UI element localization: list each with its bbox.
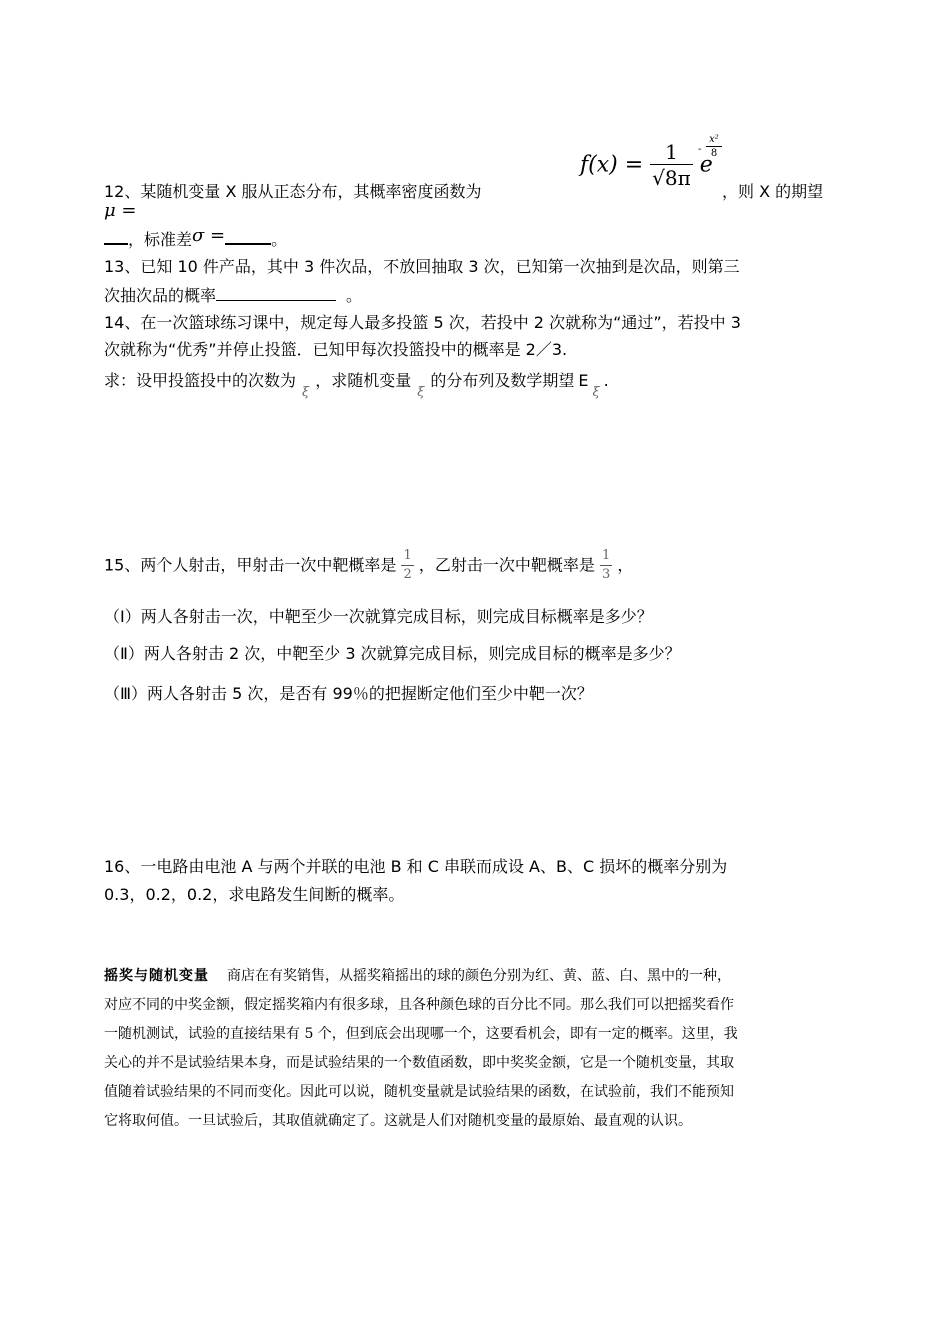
reading-line-6: 它将取何值。一旦试验后，其取值就确定了。这就是人们对随机变量的最原始、最直观的认识。 [104, 1113, 692, 1129]
fraction-one-half: $\frac{1}{2}$ [403, 548, 412, 582]
formula-fraction: $\frac{1}{√8\pi}$ [652, 140, 691, 190]
q15-part-2: （Ⅱ）两人各射击 2 次，中靶至少 3 次就算完成目标，则完成目标的概率是多少？ [104, 644, 681, 663]
q12-tail: ，则 X 的期望 [722, 182, 824, 201]
q14-line1: 14、在一次篮球练习课中，规定每人最多投篮 5 次，若投中 2 次就称为“通过”，若投中 3 [104, 313, 741, 332]
expectation-E: E [578, 371, 589, 390]
q13-line2: 次抽次品的概率 。 [104, 286, 363, 305]
fraction-one-third: $\frac{1}{3}$ [601, 548, 611, 582]
formula-e: e [699, 152, 713, 178]
density-formula [580, 140, 713, 191]
q12-line2: ，标准差σ = 。 [104, 227, 287, 251]
q12-text: 12、某随机变量 X 服从正态分布，其概率密度函数为 [104, 182, 482, 201]
xi-symbol: ξ [417, 385, 425, 400]
reading-line-2: 对应不同的中奖金额，假定摇奖箱内有很多球，且各种颜色球的百分比不同。那么我们可以把摇奖看作 [104, 997, 734, 1013]
sigma-symbol: σ = [192, 225, 226, 246]
q16-line1: 16、一电路由电池 A 与两个并联的电池 B 和 C 串联而成设 A、B、C 损坏的概率分别为 [104, 857, 728, 876]
q15-line1: 15、两个人射击，甲射击一次中靶概率是 $\frac{1}{2}$ ，乙射击一次中靶概率是 $\frac{1}{3}$ ， [104, 548, 634, 582]
reading-line-3: 一随机测试，试验的直接结果有 5 个，但到底会出现哪一个，这要看机会，即有一定的概率。这里，我 [104, 1026, 738, 1042]
q15-part-1: （Ⅰ）两人各射击一次，中靶至少一次就算完成目标，则完成目标概率是多少？ [104, 607, 653, 626]
formula-lhs: f(x) = [580, 152, 644, 178]
reading-line-1: 摇奖与随机变量 商店在有奖销售，从摇奖箱摇出的球的颜色分别为红、黄、蓝、白、黑中的一种， [104, 968, 731, 984]
q14-line3: 求：设甲投篮投中的次数为$_\xi$，求随机变量$_\xi$的分布列及数学期望 $E_\xi$. [104, 371, 609, 400]
q16-line2: 0.3，0.2，0.2，求电路发生间断的概率。 [104, 885, 405, 904]
q13-answer-blank[interactable] [216, 284, 336, 301]
q14-line2: 次就称为“优秀”并停止投篮．已知甲每次投篮投中的概率是 2／3. [104, 340, 568, 359]
sigma-answer-blank[interactable] [225, 227, 271, 245]
q15-part-3: （Ⅲ）两人各射击 5 次，是否有 99％的把握断定他们至少中靶一次？ [104, 684, 593, 703]
xi-symbol: ξ [592, 385, 600, 400]
mu-answer-blank[interactable] [104, 227, 128, 245]
xi-symbol: ξ [302, 385, 310, 400]
q13-line1: 13、已知 10 件产品，其中 3 件次品，不放回抽取 3 次，已知第一次抽到是次品，则第三 [104, 257, 740, 276]
reading-line-4: 关心的并不是试验结果本身，而是试验结果的一个数值函数，即中奖奖金额，它是一个随机变量，其取 [104, 1055, 734, 1071]
mu-symbol: μ = [104, 200, 137, 221]
reading-line-5: 值随着试验结果的不同而变化。因此可以说，随机变量就是试验结果的函数，在试验前，我们不能预知 [104, 1084, 734, 1100]
reading-title: 摇奖与随机变量 [104, 968, 209, 984]
